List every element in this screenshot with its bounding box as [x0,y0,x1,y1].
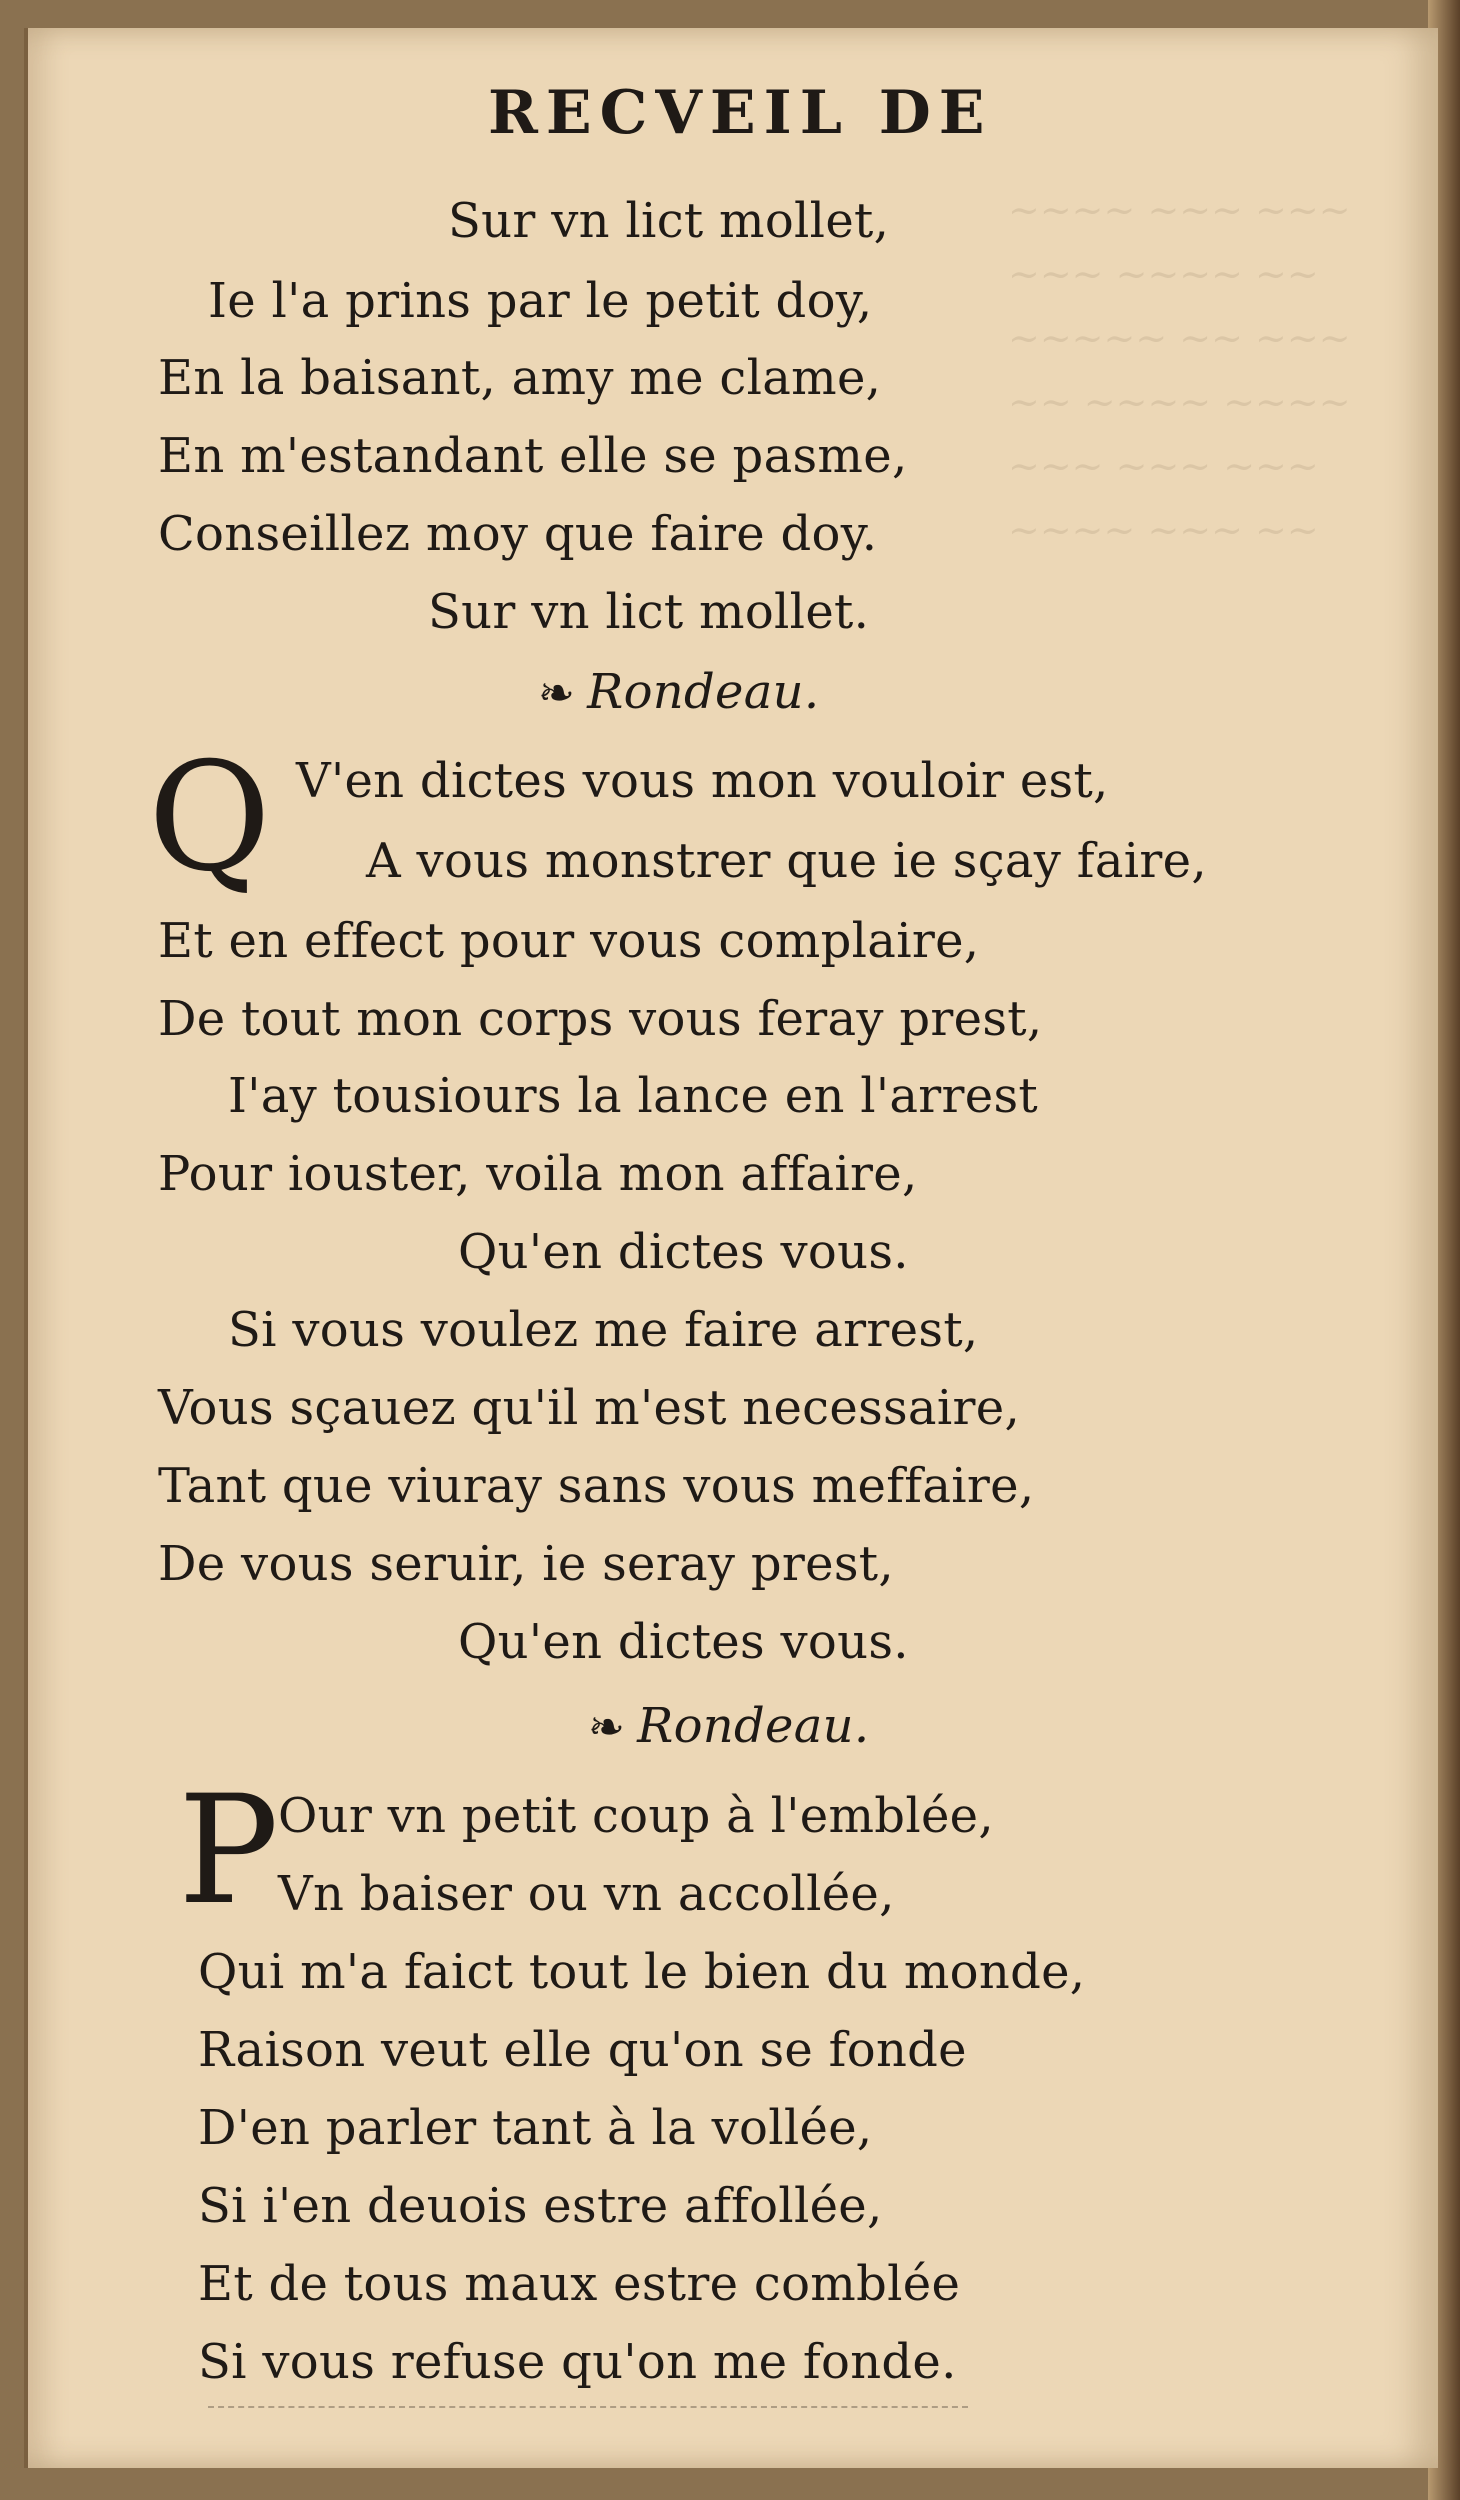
poem-line: Et de tous maux estre comblée [198,2256,961,2312]
drop-cap: P [178,1764,279,1938]
poem-line: Sur vn lict mollet. [428,584,870,640]
poem-line: I'ay tousiours la lance en l'arrest [228,1068,1038,1124]
poem-line: Vous sçauez qu'il m'est necessaire, [158,1380,1021,1436]
fleuron-ornament-icon: ❧ [588,1702,626,1753]
fleuron-ornament-icon: ❧ [538,668,576,719]
rondeau-heading [538,664,819,720]
poem-line: Qui m'a faict tout le bien du monde, [198,1944,1086,2000]
book-page [24,28,1438,2468]
rondeau-title: Rondeau. [587,664,820,720]
poem-line: Our vn petit coup à l'emblée, [278,1788,994,1844]
rondeau-heading [588,1698,869,1754]
poem-line: En la baisant, amy me clame, [158,350,882,406]
poem-line: Qu'en dictes vous. [458,1614,909,1670]
poem-line: V'en dictes vous mon vouloir est, [296,753,1109,809]
poem-line: Si i'en deuois estre affollée, [198,2178,883,2234]
poem-line: Raison veut elle qu'on se fonde [198,2022,967,2078]
poem-line: Si vous refuse qu'on me fonde. [198,2334,957,2390]
drop-cap: Q [148,731,271,905]
bottom-rule [208,2406,968,2408]
poem-line: Si vous voulez me faire arrest, [228,1302,979,1358]
poem-line: De tout mon corps vous feray prest, [158,991,1043,1047]
poem-line: D'en parler tant à la vollée, [198,2100,873,2156]
poem-line: Tant que viuray sans vous meffaire, [158,1458,1035,1514]
rondeau-title: Rondeau. [637,1698,870,1754]
poem-line: Sur vn lict mollet, [448,193,890,249]
poem-line: En m'estandant elle se pasme, [158,428,908,484]
page-title: RECVEIL DE [488,78,993,148]
poem-line: Et en effect pour vous complaire, [158,913,980,969]
poem-line: Ie l'a prins par le petit doy, [208,273,873,329]
poem-line: Pour iouster, voila mon affaire, [158,1146,918,1202]
poem-line: A vous monstrer que ie sçay faire, [366,833,1207,889]
poem-line: De vous seruir, ie seray prest, [158,1536,894,1592]
poem-line: Vn baiser ou vn accollée, [278,1866,895,1922]
bleed-through-text: ~~~~ ~~~ ~~~ ~~~ ~~~~ ~~ ~~~~~ ~~ ~~~ ~~ ~~~~ ~~~~ ~~~ ~~~ ~~~ ~~~~ ~~~ ~~ [1008,188,1351,552]
poem-line: Qu'en dictes vous. [458,1224,909,1280]
poem-line: Conseillez moy que faire doy. [158,506,878,562]
